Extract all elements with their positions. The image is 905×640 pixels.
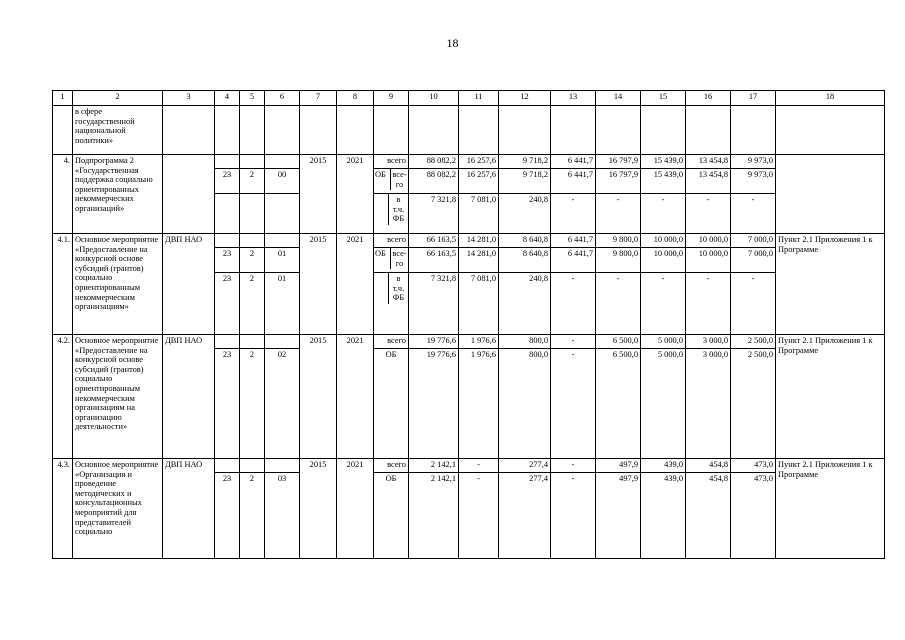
row-number: 4.3. (53, 459, 73, 559)
year-start: 2015 (300, 234, 337, 335)
fund-type: в т.ч. ФБ (388, 273, 408, 304)
row-name: в сфере государственной национальной политики» (73, 106, 163, 155)
note-cell: Пункт 2.1 Приложения 1 к Программе (776, 459, 885, 559)
value-cell: - (551, 473, 596, 559)
value-cell: - (459, 459, 499, 473)
value-cell: 1 976,6 (459, 349, 499, 459)
page-number: 18 (446, 36, 459, 50)
code-cell: 2 (240, 273, 265, 335)
value-cell: 7 000,0 (731, 248, 776, 273)
value-cell: 6 441,7 (551, 155, 596, 169)
value-cell: 14 281,0 (459, 248, 499, 273)
note-cell: Пункт 2.1 Приложения 1 к Программе (776, 234, 885, 335)
value-cell: 240,8 (499, 273, 551, 335)
value-cell: 473,0 (731, 459, 776, 473)
header-cell: 2 (73, 91, 163, 106)
value-cell: 277,4 (499, 473, 551, 559)
value-cell: 7 321,8 (409, 194, 459, 234)
value-cell: 14 281,0 (459, 234, 499, 248)
value-cell: 7 081,0 (459, 194, 499, 234)
value-cell: 7 321,8 (409, 273, 459, 335)
value-cell: 15 439,0 (641, 155, 686, 169)
year-end: 2021 (337, 155, 374, 234)
header-cell: 3 (163, 91, 215, 106)
value-cell: 439,0 (641, 473, 686, 559)
value-cell: 10 000,0 (686, 234, 731, 248)
code-cell: 01 (265, 248, 300, 273)
value-cell: 7 081,0 (459, 273, 499, 335)
year-end: 2021 (337, 335, 374, 459)
value-cell: 88 082,2 (409, 169, 459, 194)
value-cell: 9 800,0 (596, 234, 641, 248)
value-cell: 6 441,7 (551, 248, 596, 273)
value-cell: 454,8 (686, 473, 731, 559)
value-cell: 9 718,2 (499, 169, 551, 194)
value-cell: 240,8 (499, 194, 551, 234)
value-cell: - (686, 194, 731, 234)
fund-type: все-го (390, 248, 408, 269)
header-cell: 1 (53, 91, 73, 106)
executor: ДВП НАО (163, 234, 215, 335)
value-cell: 1 976,6 (459, 335, 499, 349)
table-row (53, 335, 885, 349)
year-end: 2021 (337, 234, 374, 335)
table-row (53, 106, 885, 155)
value-cell: 15 439,0 (641, 169, 686, 194)
value-cell: 16 257,6 (459, 155, 499, 169)
code-cell: 00 (265, 169, 300, 194)
row-name: Подпрограмма 2 «Государственная поддержка социально ориентированных некоммерческих организаций» (73, 155, 163, 234)
header-cell: 6 (265, 91, 300, 106)
code-cell: 2 (240, 248, 265, 273)
value-cell: 9 800,0 (596, 248, 641, 273)
fund-source: ОБ (375, 249, 386, 258)
value-cell: 66 163,5 (409, 234, 459, 248)
value-cell: 10 000,0 (641, 248, 686, 273)
code-cell: 23 (215, 273, 240, 335)
value-cell: 7 000,0 (731, 234, 776, 248)
code-cell: 2 (240, 349, 265, 459)
header-cell: 14 (596, 91, 641, 106)
value-cell: 2 142,1 (409, 473, 459, 559)
code-cell: 23 (215, 349, 240, 459)
value-cell: 454,8 (686, 459, 731, 473)
fund-type: всего (374, 234, 409, 248)
fund-type: всего (374, 155, 409, 169)
value-cell: - (551, 194, 596, 234)
value-cell: 10 000,0 (641, 234, 686, 248)
header-cell: 17 (731, 91, 776, 106)
value-cell: 16 797,9 (596, 155, 641, 169)
value-cell: 439,0 (641, 459, 686, 473)
header-cell: 10 (409, 91, 459, 106)
header-row (53, 91, 885, 106)
code-cell: 2 (240, 473, 265, 559)
year-start: 2015 (300, 335, 337, 459)
year-end: 2021 (337, 459, 374, 559)
executor: ДВП НАО (163, 335, 215, 459)
value-cell: 3 000,0 (686, 335, 731, 349)
table-row (53, 234, 885, 248)
executor: ДВП НАО (163, 459, 215, 559)
value-cell: - (731, 194, 776, 234)
table-row (53, 155, 885, 169)
value-cell: 5 000,0 (641, 335, 686, 349)
row-name: Основное мероприятие «Предоставление на конкурсной основе субсидий (грантов) социально ориентированным некоммерческим организациям на организацию деятельности» (73, 335, 163, 459)
fund-type: в т.ч. ФБ (388, 194, 408, 225)
table-row (53, 459, 885, 473)
fund-type: все-го (390, 169, 408, 190)
value-cell: 9 973,0 (731, 155, 776, 169)
row-number: 4. (53, 155, 73, 234)
value-cell: - (641, 194, 686, 234)
value-cell: 277,4 (499, 459, 551, 473)
value-cell: 6 441,7 (551, 169, 596, 194)
value-cell: - (551, 273, 596, 335)
value-cell: 16 257,6 (459, 169, 499, 194)
value-cell: 6 441,7 (551, 234, 596, 248)
value-cell: 497,9 (596, 459, 641, 473)
value-cell: 66 163,5 (409, 248, 459, 273)
value-cell: - (551, 335, 596, 349)
value-cell: 13 454,8 (686, 155, 731, 169)
value-cell: - (459, 473, 499, 559)
value-cell: - (596, 194, 641, 234)
code-cell: 03 (265, 473, 300, 559)
row-number: 4.1. (53, 234, 73, 335)
value-cell: 19 776,6 (409, 335, 459, 349)
fund-type: ОБ (374, 349, 409, 459)
code-cell: 23 (215, 248, 240, 273)
code-cell: 23 (215, 169, 240, 194)
row-name: Основное мероприятие «Предоставление на конкурсной основе субсидий (грантов) социально ориентированным некоммерческим организациям» (73, 234, 163, 335)
value-cell: 6 500,0 (596, 335, 641, 349)
year-start: 2015 (300, 459, 337, 559)
value-cell: 473,0 (731, 473, 776, 559)
value-cell: 800,0 (499, 335, 551, 349)
header-cell: 11 (459, 91, 499, 106)
value-cell: 2 500,0 (731, 349, 776, 459)
code-cell: 02 (265, 349, 300, 459)
value-cell: - (641, 273, 686, 335)
header-cell: 13 (551, 91, 596, 106)
fund-source: ОБ (375, 170, 386, 179)
value-cell: 13 454,8 (686, 169, 731, 194)
header-cell: 15 (641, 91, 686, 106)
value-cell: 2 500,0 (731, 335, 776, 349)
value-cell: 8 640,8 (499, 234, 551, 248)
value-cell: 3 000,0 (686, 349, 731, 459)
year-start: 2015 (300, 155, 337, 234)
header-cell: 4 (215, 91, 240, 106)
row-number: 4.2. (53, 335, 73, 459)
value-cell: 10 000,0 (686, 248, 731, 273)
row-name: Основное мероприятие «Организация и проведение методических и консультационных мероприятий для представителей социально (73, 459, 163, 559)
value-cell: 16 797,9 (596, 169, 641, 194)
budget-table (52, 90, 885, 559)
value-cell: - (551, 459, 596, 473)
code-cell: 2 (240, 169, 265, 194)
header-cell: 5 (240, 91, 265, 106)
note-cell: Пункт 2.1 Приложения 1 к Программе (776, 335, 885, 459)
value-cell: 6 500,0 (596, 349, 641, 459)
value-cell: 5 000,0 (641, 349, 686, 459)
value-cell: 800,0 (499, 349, 551, 459)
value-cell: - (686, 273, 731, 335)
header-cell: 12 (499, 91, 551, 106)
value-cell: - (596, 273, 641, 335)
code-cell: 01 (265, 273, 300, 335)
value-cell: 9 718,2 (499, 155, 551, 169)
value-cell: - (731, 273, 776, 335)
value-cell: 8 640,8 (499, 248, 551, 273)
header-cell: 7 (300, 91, 337, 106)
value-cell: 2 142,1 (409, 459, 459, 473)
header-cell: 9 (374, 91, 409, 106)
value-cell: 497,9 (596, 473, 641, 559)
value-cell: - (551, 349, 596, 459)
code-cell: 23 (215, 473, 240, 559)
value-cell: 9 973,0 (731, 169, 776, 194)
fund-type: всего (374, 459, 409, 473)
fund-type: всего (374, 335, 409, 349)
value-cell: 88 082,2 (409, 155, 459, 169)
header-cell: 18 (776, 91, 885, 106)
fund-type: ОБ (374, 473, 409, 559)
header-cell: 8 (337, 91, 374, 106)
value-cell: 19 776,6 (409, 349, 459, 459)
header-cell: 16 (686, 91, 731, 106)
